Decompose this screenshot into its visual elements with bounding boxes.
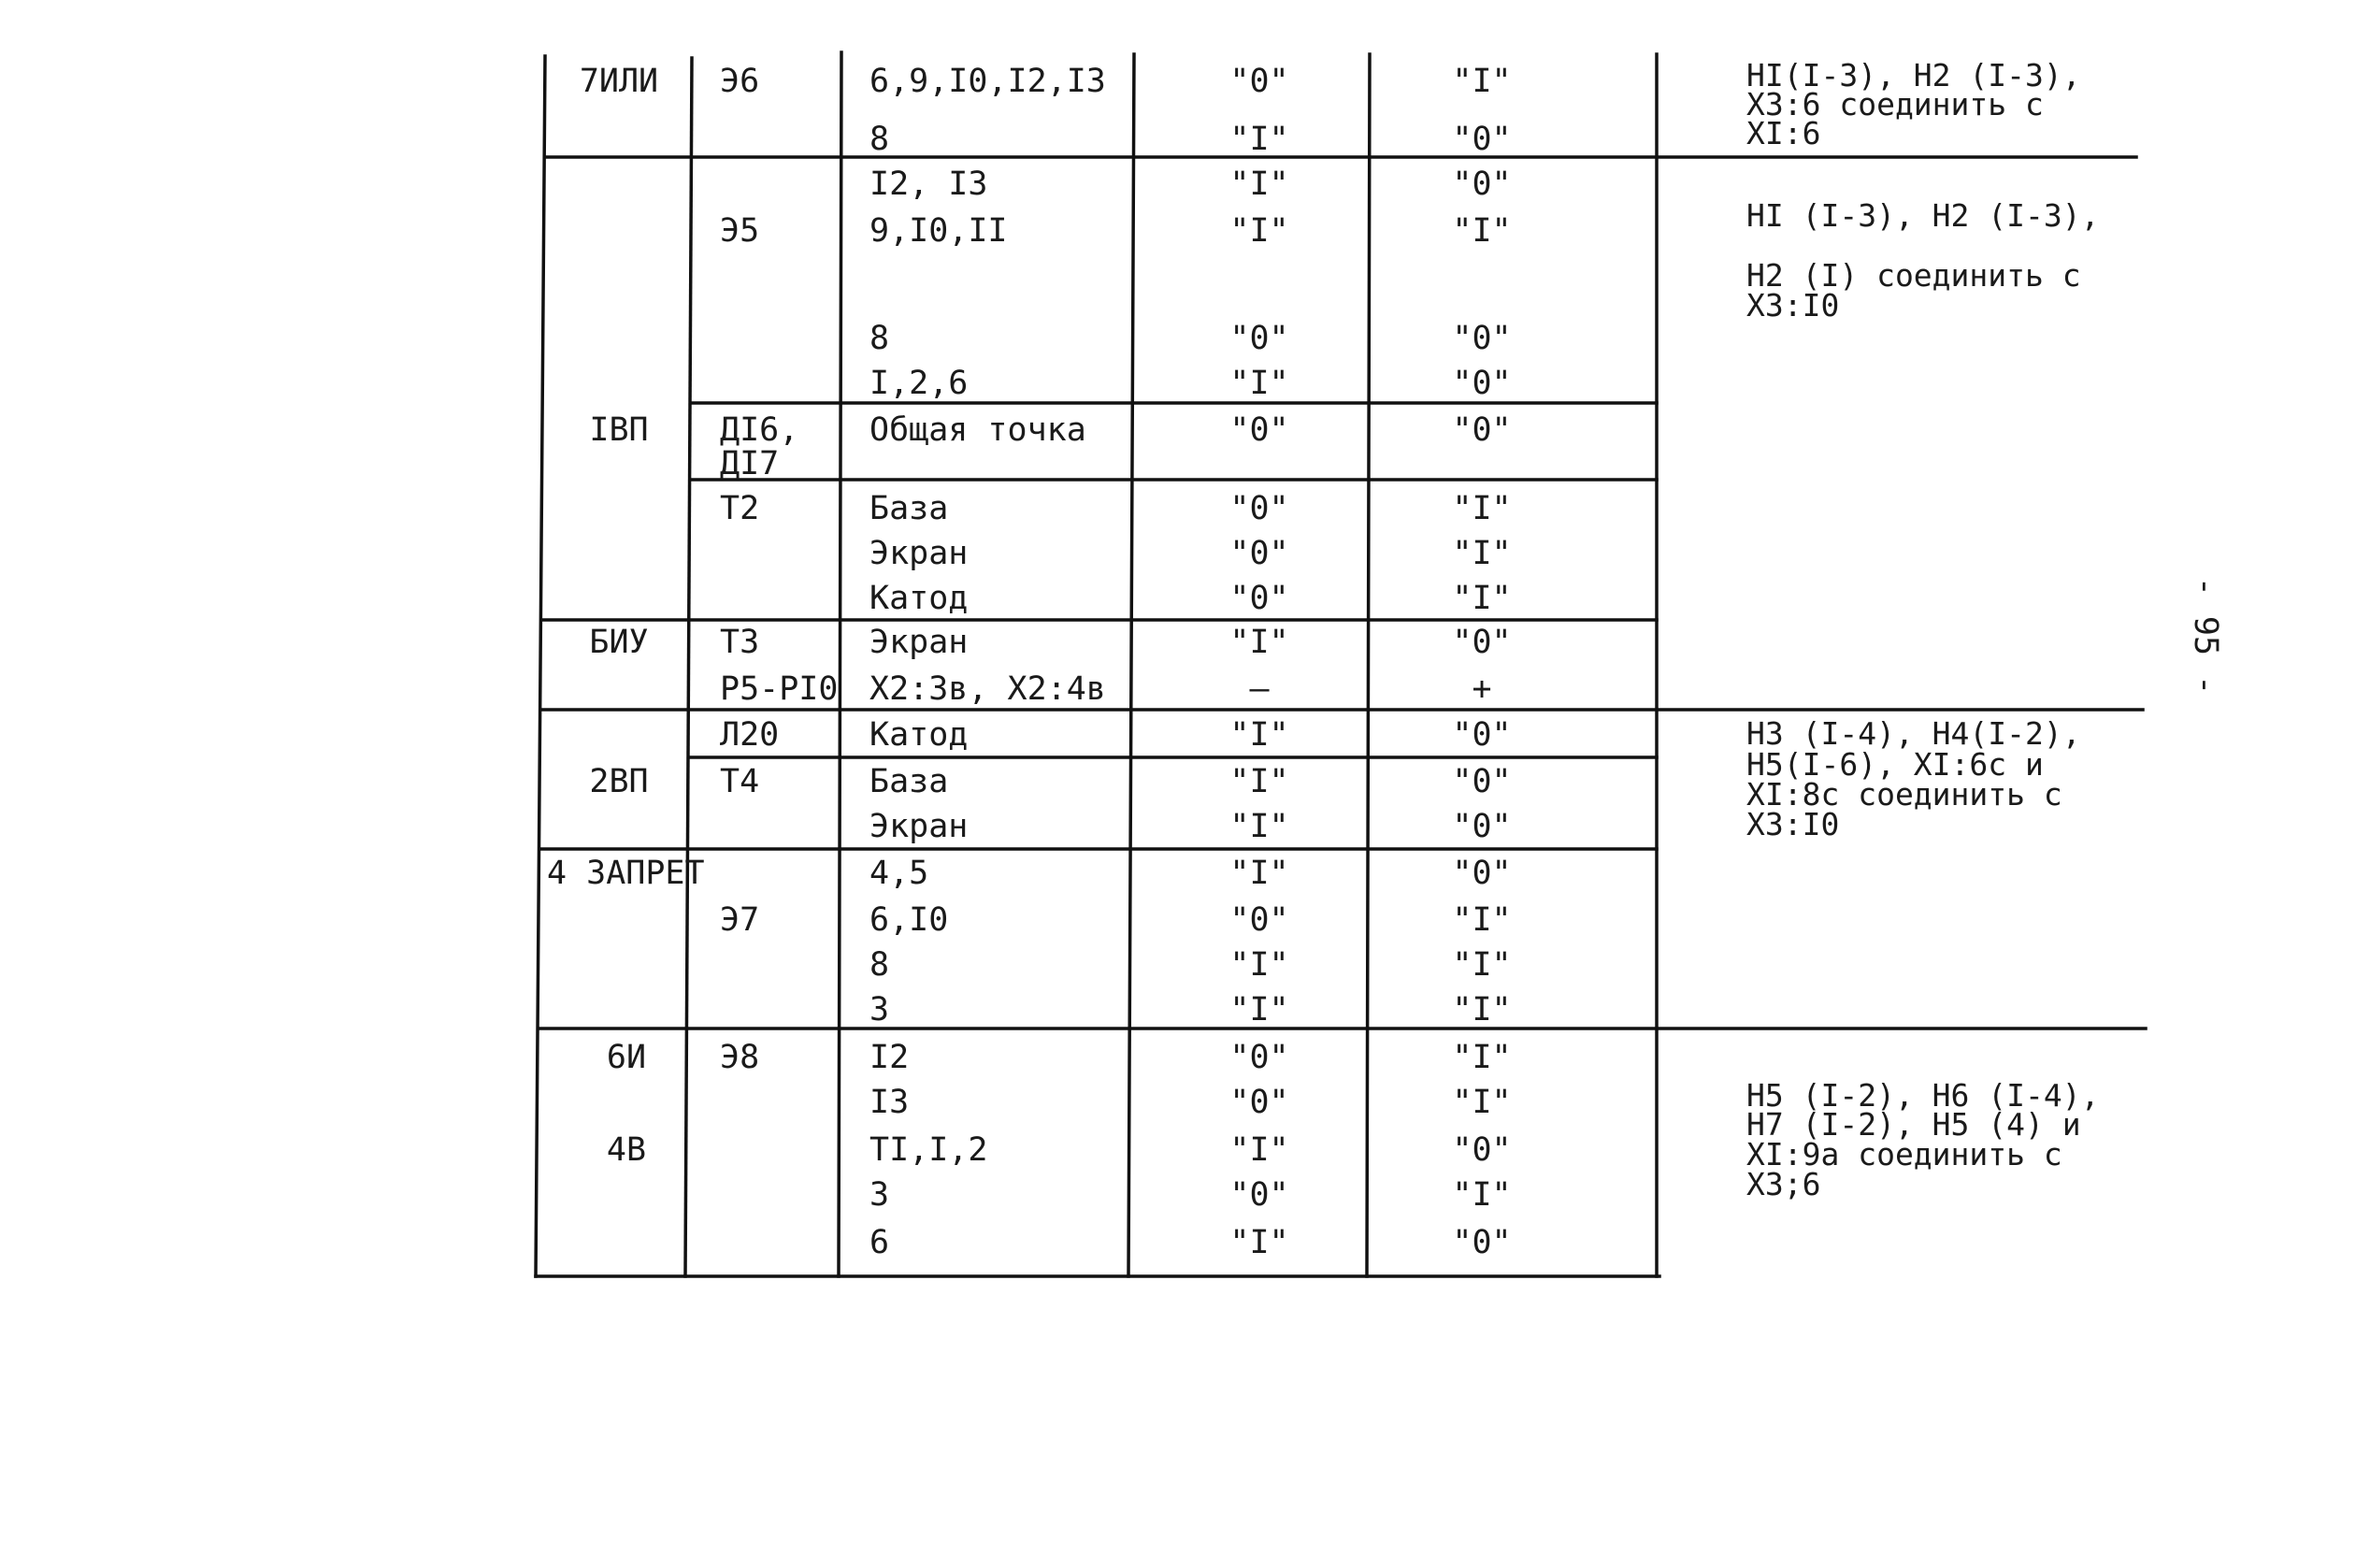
cell-col4: "I" <box>1229 624 1289 661</box>
cell-col3: 4,5 <box>869 855 929 892</box>
cell-col3: 8 <box>869 121 890 158</box>
cell-col5: "0" <box>1452 808 1512 845</box>
cell-col3: 8 <box>869 320 890 357</box>
cell-col3: 3 <box>869 991 890 1029</box>
cell-col5: "I" <box>1452 63 1512 100</box>
table-row <box>869 1084 1512 1121</box>
cell-col5: "0" <box>1452 1131 1512 1169</box>
instruction-line: Н5 (I-2), Н6 (I-4), <box>1746 1077 2100 1114</box>
table-row <box>607 1131 1512 1169</box>
cell-col3: I3 <box>869 1084 910 1121</box>
instruction-line: Н7 (I-2), Н5 (4) и <box>1746 1106 2081 1143</box>
cell-col3: База <box>869 763 949 800</box>
cell-col3: I,2,6 <box>869 365 969 402</box>
cell-col2: Т4 <box>720 763 760 800</box>
cell-col3: I2 <box>869 1039 910 1076</box>
cell-col4: "I" <box>1229 855 1289 892</box>
cell-col4: – <box>1249 670 1270 708</box>
instructions-column <box>1746 57 2100 1202</box>
cell-col4: "0" <box>1229 411 1289 449</box>
table-row <box>869 808 1512 845</box>
cell-col3: 3 <box>869 1176 890 1214</box>
cell-col5: + <box>1472 670 1492 708</box>
cell-col3: Экран <box>869 808 969 845</box>
cell-col5: "I" <box>1452 580 1512 617</box>
cell-col5: "I" <box>1452 535 1512 572</box>
instruction-note <box>1746 715 2081 842</box>
cell-col5: "0" <box>1452 763 1512 800</box>
col-divider-3 <box>1128 54 1134 1276</box>
cell-col3: Х2:3в, Х2:4в <box>869 670 1106 708</box>
instruction-note <box>1746 197 2100 324</box>
cell-col2: ДI6, <box>720 411 799 449</box>
cell-col4: "0" <box>1229 901 1289 939</box>
instruction-line: HI (I-3), H2 (I-3), <box>1746 197 2100 234</box>
cell-col3: 6,9,I0,I2,I3 <box>869 63 1106 100</box>
cell-col1: 2ВП <box>589 763 649 800</box>
cell-col5: "0" <box>1452 716 1512 754</box>
cell-col2: Т2 <box>720 490 760 527</box>
col-divider-1 <box>685 58 692 1276</box>
cell-col5: "I" <box>1452 1039 1512 1076</box>
instruction-note <box>1746 1077 2100 1202</box>
table-row <box>869 320 1512 357</box>
cell-col5: "0" <box>1452 121 1512 158</box>
instruction-line: Х3:I0 <box>1746 287 1840 324</box>
table-row <box>869 946 1512 984</box>
table-row <box>869 535 1512 572</box>
cell-col5: "I" <box>1452 490 1512 527</box>
cell-col5: "0" <box>1452 1224 1512 1261</box>
cell-col1: IВП <box>589 411 649 449</box>
table-row <box>869 991 1512 1029</box>
cell-col4: "I" <box>1229 946 1289 984</box>
cell-col4: "I" <box>1229 365 1289 402</box>
table-left-border <box>536 56 545 1276</box>
table-row <box>869 165 1512 203</box>
cell-col1: 4 ЗАПРЕТ <box>547 855 705 892</box>
cell-col3: I2, I3 <box>869 165 988 203</box>
cell-col5: "0" <box>1452 624 1512 661</box>
cell-col2: Э7 <box>720 901 760 939</box>
cell-col1: 6И <box>606 1039 647 1076</box>
cell-col3: Общая точка <box>869 411 1086 449</box>
cell-col4: "0" <box>1229 490 1289 527</box>
cell-col3: Катод <box>869 580 969 617</box>
table-row <box>589 624 1511 661</box>
cell-col4: "I" <box>1229 716 1289 754</box>
table-row <box>869 121 1512 158</box>
instruction-line: ХI:8с соединить с <box>1746 776 2062 813</box>
cell-col5: "0" <box>1452 165 1512 203</box>
cell-col1: 7ИЛИ <box>579 63 659 100</box>
cell-col5: "I" <box>1452 1176 1512 1214</box>
instruction-line: Х3;6 <box>1746 1166 1821 1202</box>
cell-col3: Экран <box>869 624 969 661</box>
cell-col2: Т3 <box>720 624 760 661</box>
cell-col4: "0" <box>1229 580 1289 617</box>
cell-col3: 6 <box>869 1224 890 1261</box>
page-number: - 95 - <box>2187 576 2224 696</box>
cell-col2: Р5-РI0 <box>720 670 839 708</box>
cell-col4: "I" <box>1229 121 1289 158</box>
cell-col4: "I" <box>1229 165 1289 203</box>
table-row <box>720 490 1512 527</box>
cell-col4: "I" <box>1229 212 1289 250</box>
cell-col5: "I" <box>1452 212 1512 250</box>
instruction-line: H2 (I) соединить с <box>1746 257 2081 294</box>
cell-col4: "0" <box>1229 1039 1289 1076</box>
instruction-line: ХI:6 <box>1746 115 1821 151</box>
cell-col5: "0" <box>1452 320 1512 357</box>
cell-col5: "I" <box>1452 901 1512 939</box>
cell-col3: 6,I0 <box>869 901 949 939</box>
cell-col5: "I" <box>1452 991 1512 1029</box>
instruction-line: Н3 (I-4), Н4(I-2), <box>1746 715 2081 752</box>
cell-col5: "I" <box>1452 946 1512 984</box>
cell-col2: Л20 <box>720 716 780 754</box>
cell-col4: "0" <box>1229 1176 1289 1214</box>
instruction-line: HI(I-3), H2 (I-3), <box>1746 57 2081 94</box>
cell-col4: "0" <box>1229 63 1289 100</box>
cell-col3: Катод <box>869 716 969 754</box>
cell-col2: Э6 <box>720 63 760 100</box>
cell-col3: 9,I0,II <box>869 212 1008 250</box>
table-row <box>607 1039 1512 1076</box>
cell-col1: 4В <box>606 1131 647 1169</box>
cell-col3: TI,I,2 <box>869 1131 988 1169</box>
cell-col5: "0" <box>1452 365 1512 402</box>
cell-col4: "0" <box>1229 320 1289 357</box>
cell-col4: "0" <box>1229 1084 1289 1121</box>
table-row <box>869 365 1512 402</box>
cell-col3: 8 <box>869 946 890 984</box>
cell-col4: "0" <box>1229 535 1289 572</box>
cell-col5: "0" <box>1452 855 1512 892</box>
table-row <box>869 580 1512 617</box>
table-row <box>580 63 1512 100</box>
table-row <box>869 1224 1512 1261</box>
cell-col1: БИУ <box>589 624 649 661</box>
cell-col4: "I" <box>1229 991 1289 1029</box>
instruction-line: Х3:6 соединить с <box>1746 86 2044 122</box>
cell-col2: Э8 <box>720 1039 760 1076</box>
cell-col4: "I" <box>1229 808 1289 845</box>
cell-col3: База <box>869 490 949 527</box>
table-row <box>869 1176 1512 1214</box>
instruction-note <box>1746 57 2081 151</box>
cell-col2-line2: ДI7 <box>720 445 780 482</box>
cell-col2: Э5 <box>720 212 760 250</box>
table-row <box>589 763 1511 800</box>
cell-col4: "I" <box>1229 1131 1289 1169</box>
instruction-line: ХI:9а соединить с <box>1746 1136 2062 1172</box>
col-divider-2 <box>839 52 841 1276</box>
cell-col5: "0" <box>1452 411 1512 449</box>
table-row <box>720 670 1492 708</box>
col-divider-4 <box>1367 54 1370 1276</box>
instruction-line: Х3:I0 <box>1746 806 1840 842</box>
cell-col4: "I" <box>1229 763 1289 800</box>
cell-col3: Экран <box>869 535 969 572</box>
instruction-line: Н5(I-6), ХI:6с и <box>1746 746 2044 783</box>
cell-col5: "I" <box>1452 1084 1512 1121</box>
table-row <box>589 411 1511 482</box>
cell-col4: "I" <box>1229 1224 1289 1261</box>
table-row <box>720 212 1512 250</box>
